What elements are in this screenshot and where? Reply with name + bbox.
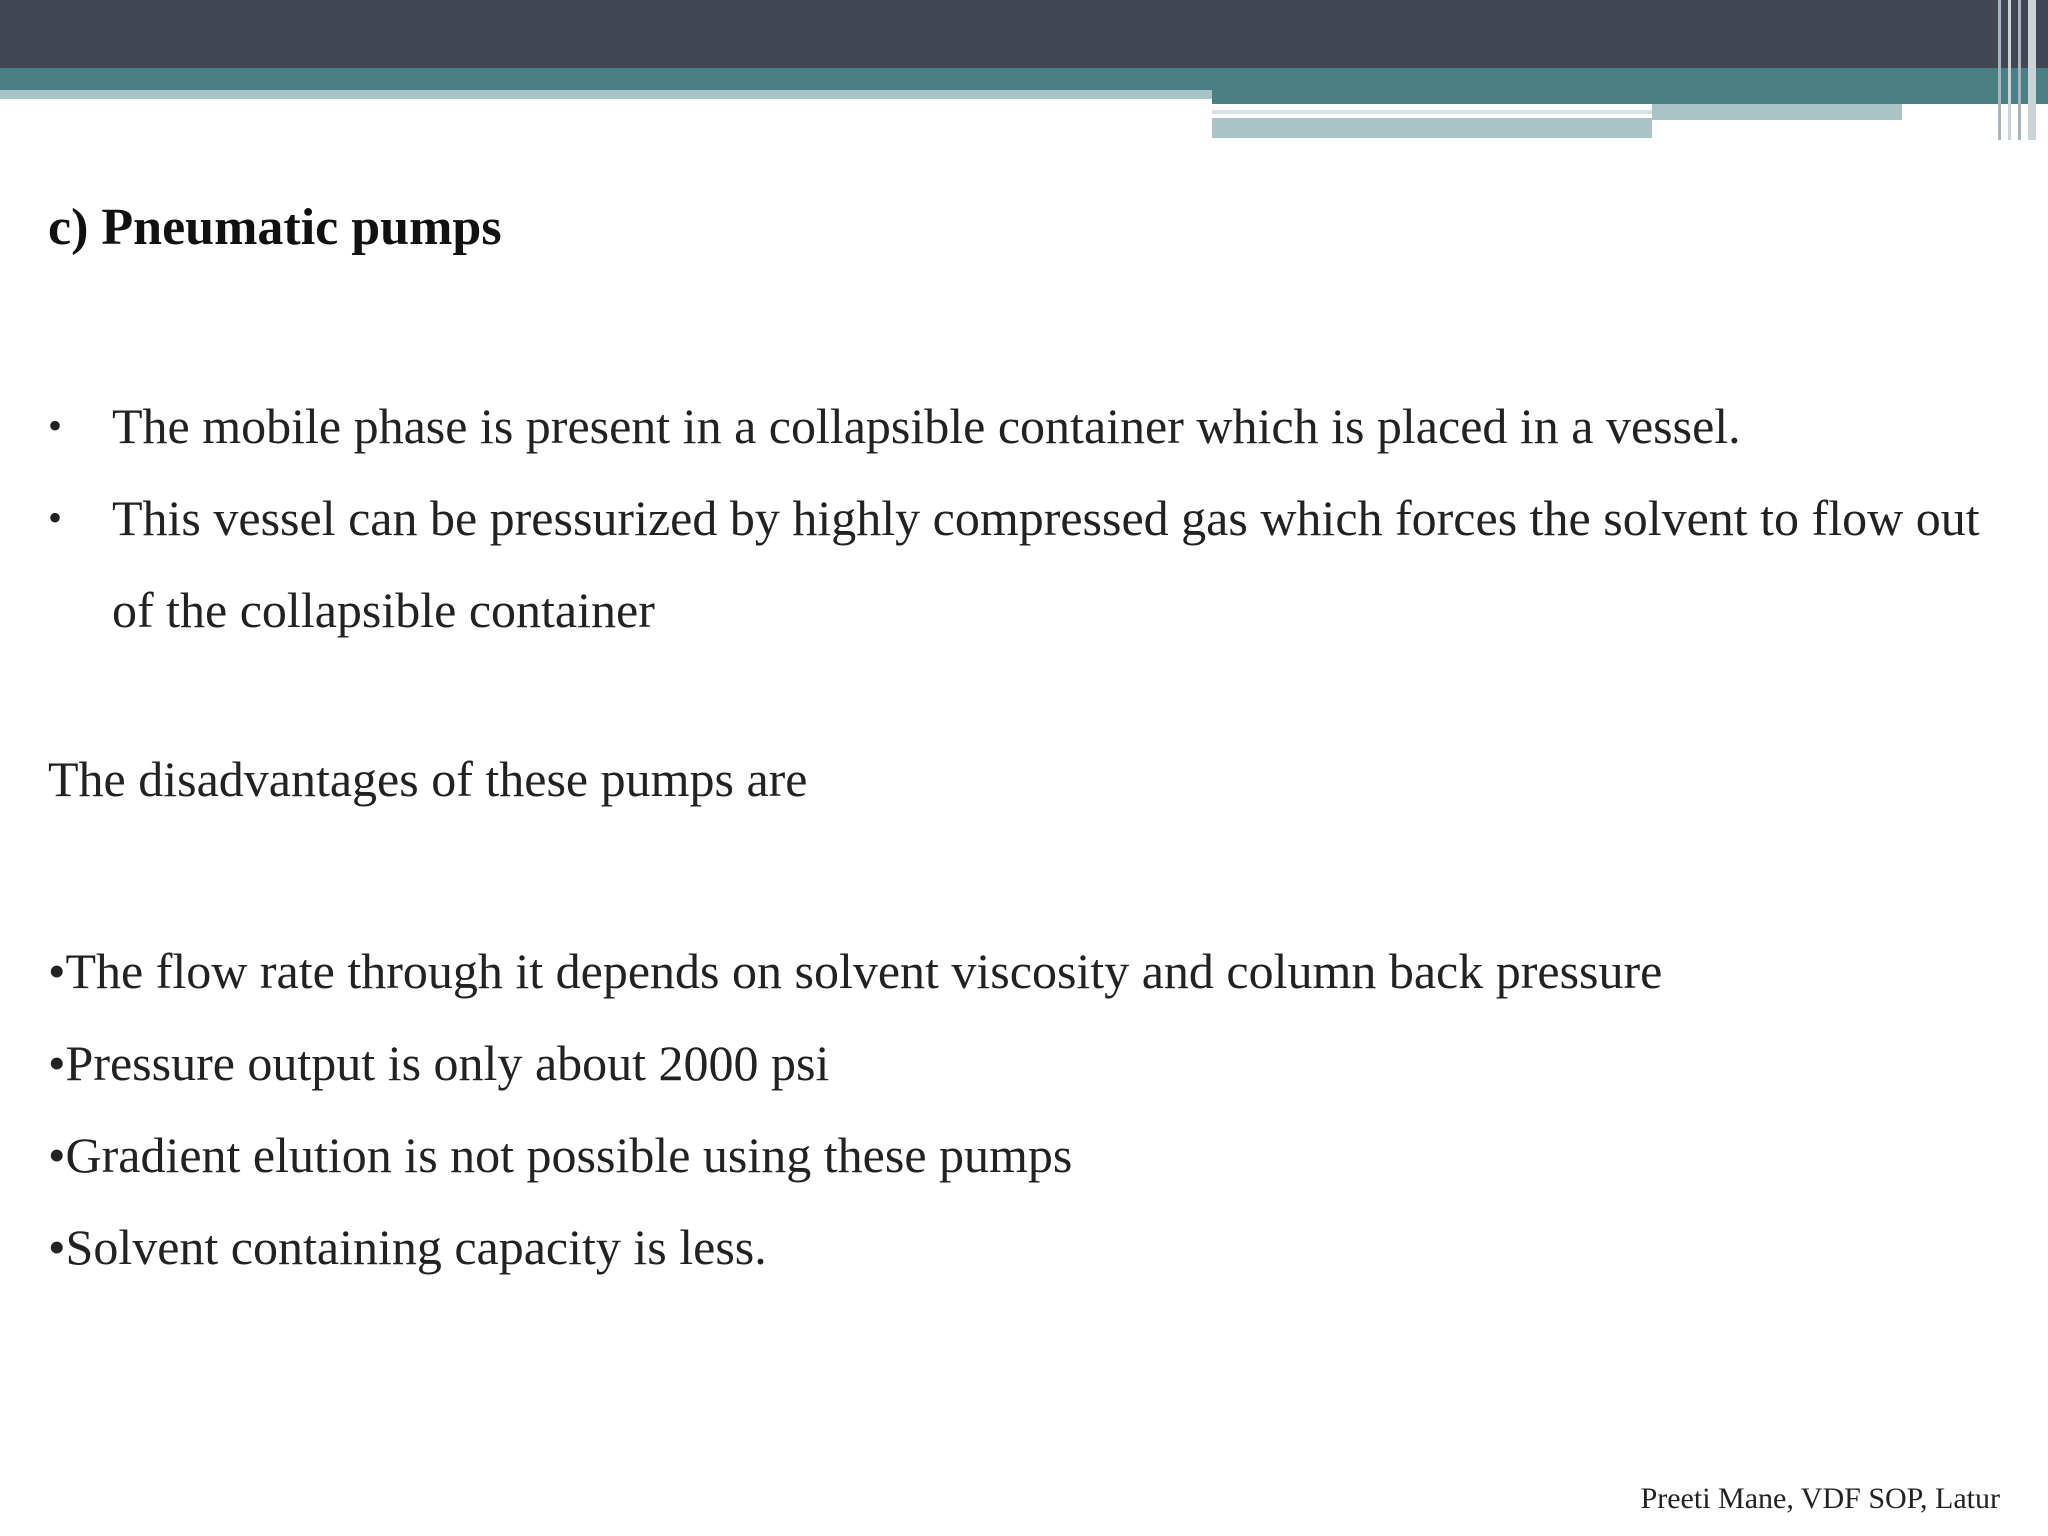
disadvantage-item: •Pressure output is only about 2000 psi [48, 1035, 830, 1091]
bullet-text: The mobile phase is present in a collapsible container which is placed in a vessel. [112, 398, 1741, 454]
disadvantage-item: •The flow rate through it depends on solvent viscosity and column back pressure [48, 943, 1663, 999]
bullet-list [48, 380, 1988, 656]
disadvantages-list [48, 925, 1988, 1293]
bullet-dot-icon: • [48, 495, 63, 540]
bullet-text: This vessel can be pressurized by highly compressed gas which forces the solvent to flow out of the collapsible container [112, 490, 1980, 638]
disadvantage-item: •Solvent containing capacity is less. [48, 1219, 767, 1275]
disadvantage-item: •Gradient elution is not possible using these pumps [48, 1127, 1073, 1183]
footer-credit: Preeti Mane, VDF SOP, Latur [1640, 1482, 2000, 1515]
bullet-dot-icon: • [48, 403, 63, 448]
bullet-item [48, 380, 1988, 472]
slide-title: c) Pneumatic pumps [48, 199, 502, 256]
disadvantages-intro: The disadvantages of these pumps are [48, 751, 808, 807]
bullet-item [48, 472, 1988, 656]
